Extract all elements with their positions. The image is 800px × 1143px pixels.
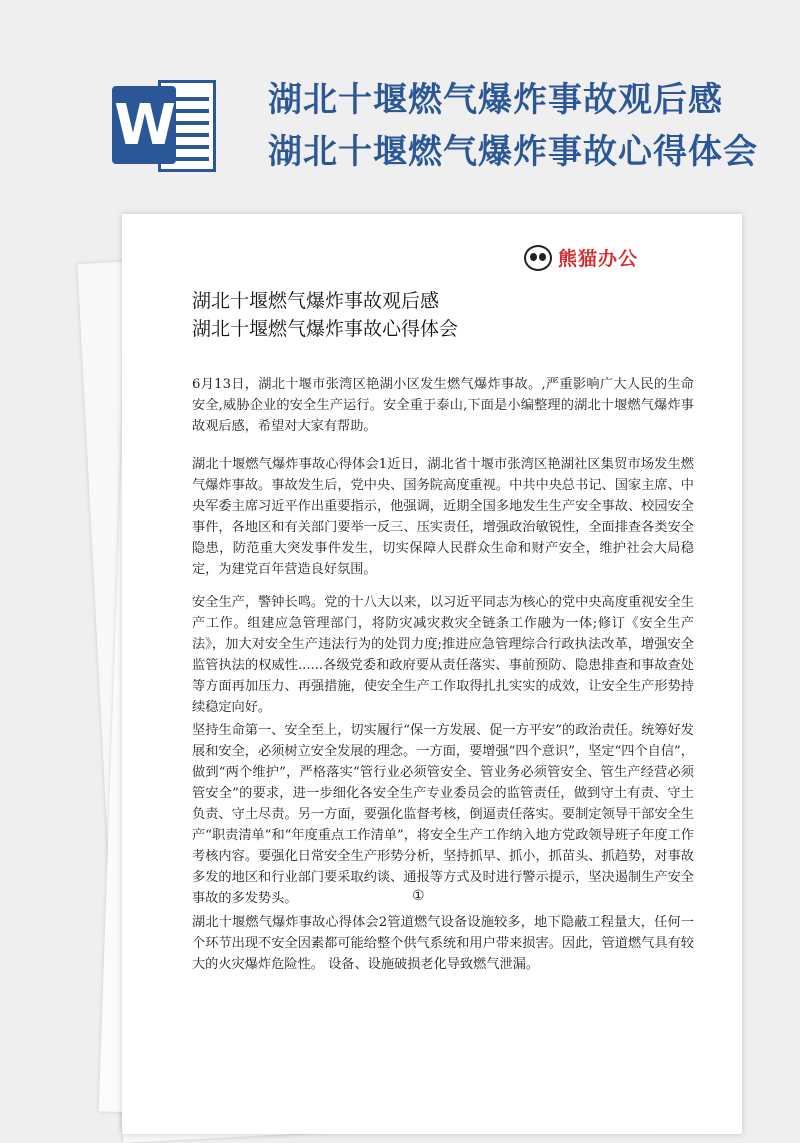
document-title-line-2: 湖北十堰燃气爆炸事故心得体会 [192, 318, 459, 340]
word-letter-badge: W [112, 86, 176, 164]
header-title-line-1: 湖北十堰燃气爆炸事故观后感 [268, 80, 723, 120]
panda-icon [524, 245, 552, 271]
page-marker: ① [412, 888, 425, 904]
word-document-icon [112, 76, 220, 176]
header-title-line-2: 湖北十堰燃气爆炸事故心得体会 [268, 132, 758, 172]
paragraph-safety-production: 安全生产，警钟长鸣。党的十八大以来，以习近平同志为核心的党中央高度重视安全生产工作。组建应急管理部门，将防灾减灾救灾全链条工作融为一体;修订《安全生产法》，加大对安全生产违法行为的处罚力度;推进应急管理综合行政执法改革，增强安全监管执法的权威性......各级党委和政府要从责任落实、事前预防、隐患排查和事故查处等方面再加压力、再强措施，使安全生产工作取得扎扎实实的成效，让安全生产形势持续稳定向好。 [192, 595, 694, 715]
paragraph-intro: 6月13日，湖北十堰市张湾区艳湖小区发生燃气爆炸事故。,严重影响广大人民的生命安全,威胁企业的安全生产运行。安全重于泰山,下面是小编整理的湖北十堰燃气爆炸事故观后感，希望对大家有帮助。 [192, 377, 694, 434]
document-title-line-1: 湖北十堰燃气爆炸事故观后感 [192, 290, 440, 312]
paragraph-experience-1: 湖北十堰燃气爆炸事故心得体会1近日，湖北省十堰市张湾区艳湖社区集贸市场发生燃气爆炸事故。事故发生后，党中央、国务院高度重视。中共中央总书记、国家主席、中央军委主席习近平作出重要指示，他强调，近期全国多地发生生产安全事故、校园安全事件，各地区和有关部门要举一反三、压实责任，增强政治敏锐性，全面排查各类安全隐患，防范重大突发事件发生，切实保障人民群众生命和财产安全，维护社会大局稳定，为建党百年营造良好氛围。 [192, 457, 694, 577]
paragraph-life-first: 坚持生命第一、安全至上，切实履行“保一方发展、促一方平安”的政治责任。统筹好发展和安全，必须树立安全发展的理念。一方面，要增强“四个意识”，坚定“四个自信”，做到“两个维护”，严格落实“管行业必须管安全、管业务必须管安全、管生产经营必须管安全”的要求，进一步细化各安全生产专业委员会的监管责任，做到守土有责、守土负责、守土尽责。另一方面，要强化监督考核，倒逼责任落实。要制定领导干部安全生产“职责清单”和“年度重点工作清单”，将安全生产工作纳入地方党政领导班子年度工作考核内容。要强化日常安全生产形势分析，坚持抓早、抓小，抓苗头、抓趋势，对事故多发的地区和行业部门要采取约谈、通报等方式及时进行警示提示，坚决遏制生产安全事故的多发势头。 [192, 723, 694, 906]
brand-name: 熊猫办公 [558, 248, 639, 270]
paragraph-experience-2: 湖北十堰燃气爆炸事故心得体会2管道燃气设备设施较多，地下隐蔽工程量大，任何一个环节出现不安全因素都可能给整个供气系统和用户带来损害。因此，管道燃气具有较大的火灾爆炸危险性。 设备、设施破损老化导致燃气泄漏。 [192, 915, 694, 972]
page-header [0, 0, 800, 215]
brand-logo [524, 244, 638, 271]
